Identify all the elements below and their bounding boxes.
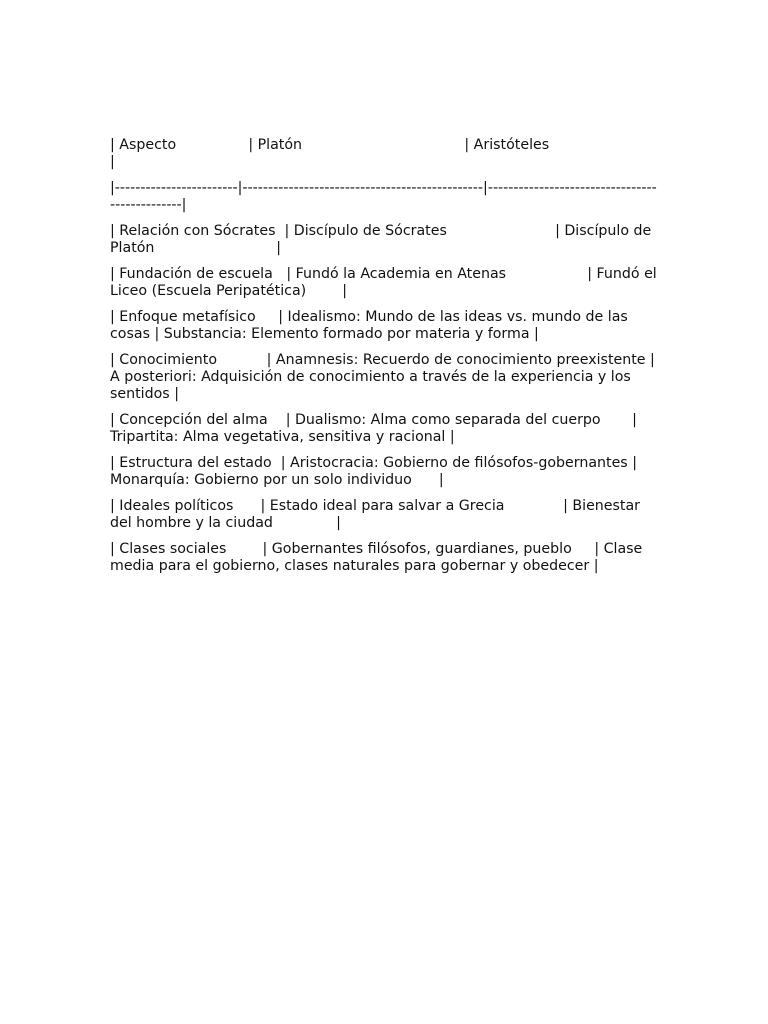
table-row-relacion: | Relación con Sócrates | Discípulo de Sócrates | Discípulo de Platón | xyxy=(110,223,656,256)
table-row-fundacion: | Fundación de escuela | Fundó la Academia en Atenas | Fundó el Liceo (Escuela Peripatética) | xyxy=(110,266,662,299)
table-row-alma: | Concepción del alma | Dualismo: Alma como separada del cuerpo | Tripartita: Alma vegetativa, sensitiva y racional | xyxy=(110,412,642,445)
table-row-enfoque: | Enfoque metafísico | Idealismo: Mundo de las ideas vs. mundo de las cosas | Substancia: Elemento formado por materia y forma | xyxy=(110,309,633,342)
table-row-clases: | Clases sociales | Gobernantes filósofos, guardianes, pueblo | Clase media para el gobierno, clases naturales para gobernar y obedecer | xyxy=(110,541,647,574)
table-header-row: | Aspecto | Platón | Aristóteles | xyxy=(110,137,707,170)
table-separator-row: |------------------------|-----------------------------------------------|-----------------------------------------------| xyxy=(110,180,657,213)
table-row-estado: | Estructura del estado | Aristocracia: Gobierno de filósofos-gobernantes | Monarquía: Gobierno por un solo individuo | xyxy=(110,455,642,488)
table-row-conocimiento: | Conocimiento | Anamnesis: Recuerdo de conocimiento preexistente | A posteriori: Adquisición de conocimiento a través de la experiencia y los sentidos | xyxy=(110,352,660,402)
table-row-ideales: | Ideales políticos | Estado ideal para salvar a Grecia | Bienestar del hombre y la ciudad | xyxy=(110,498,645,531)
document-page xyxy=(110,137,707,584)
